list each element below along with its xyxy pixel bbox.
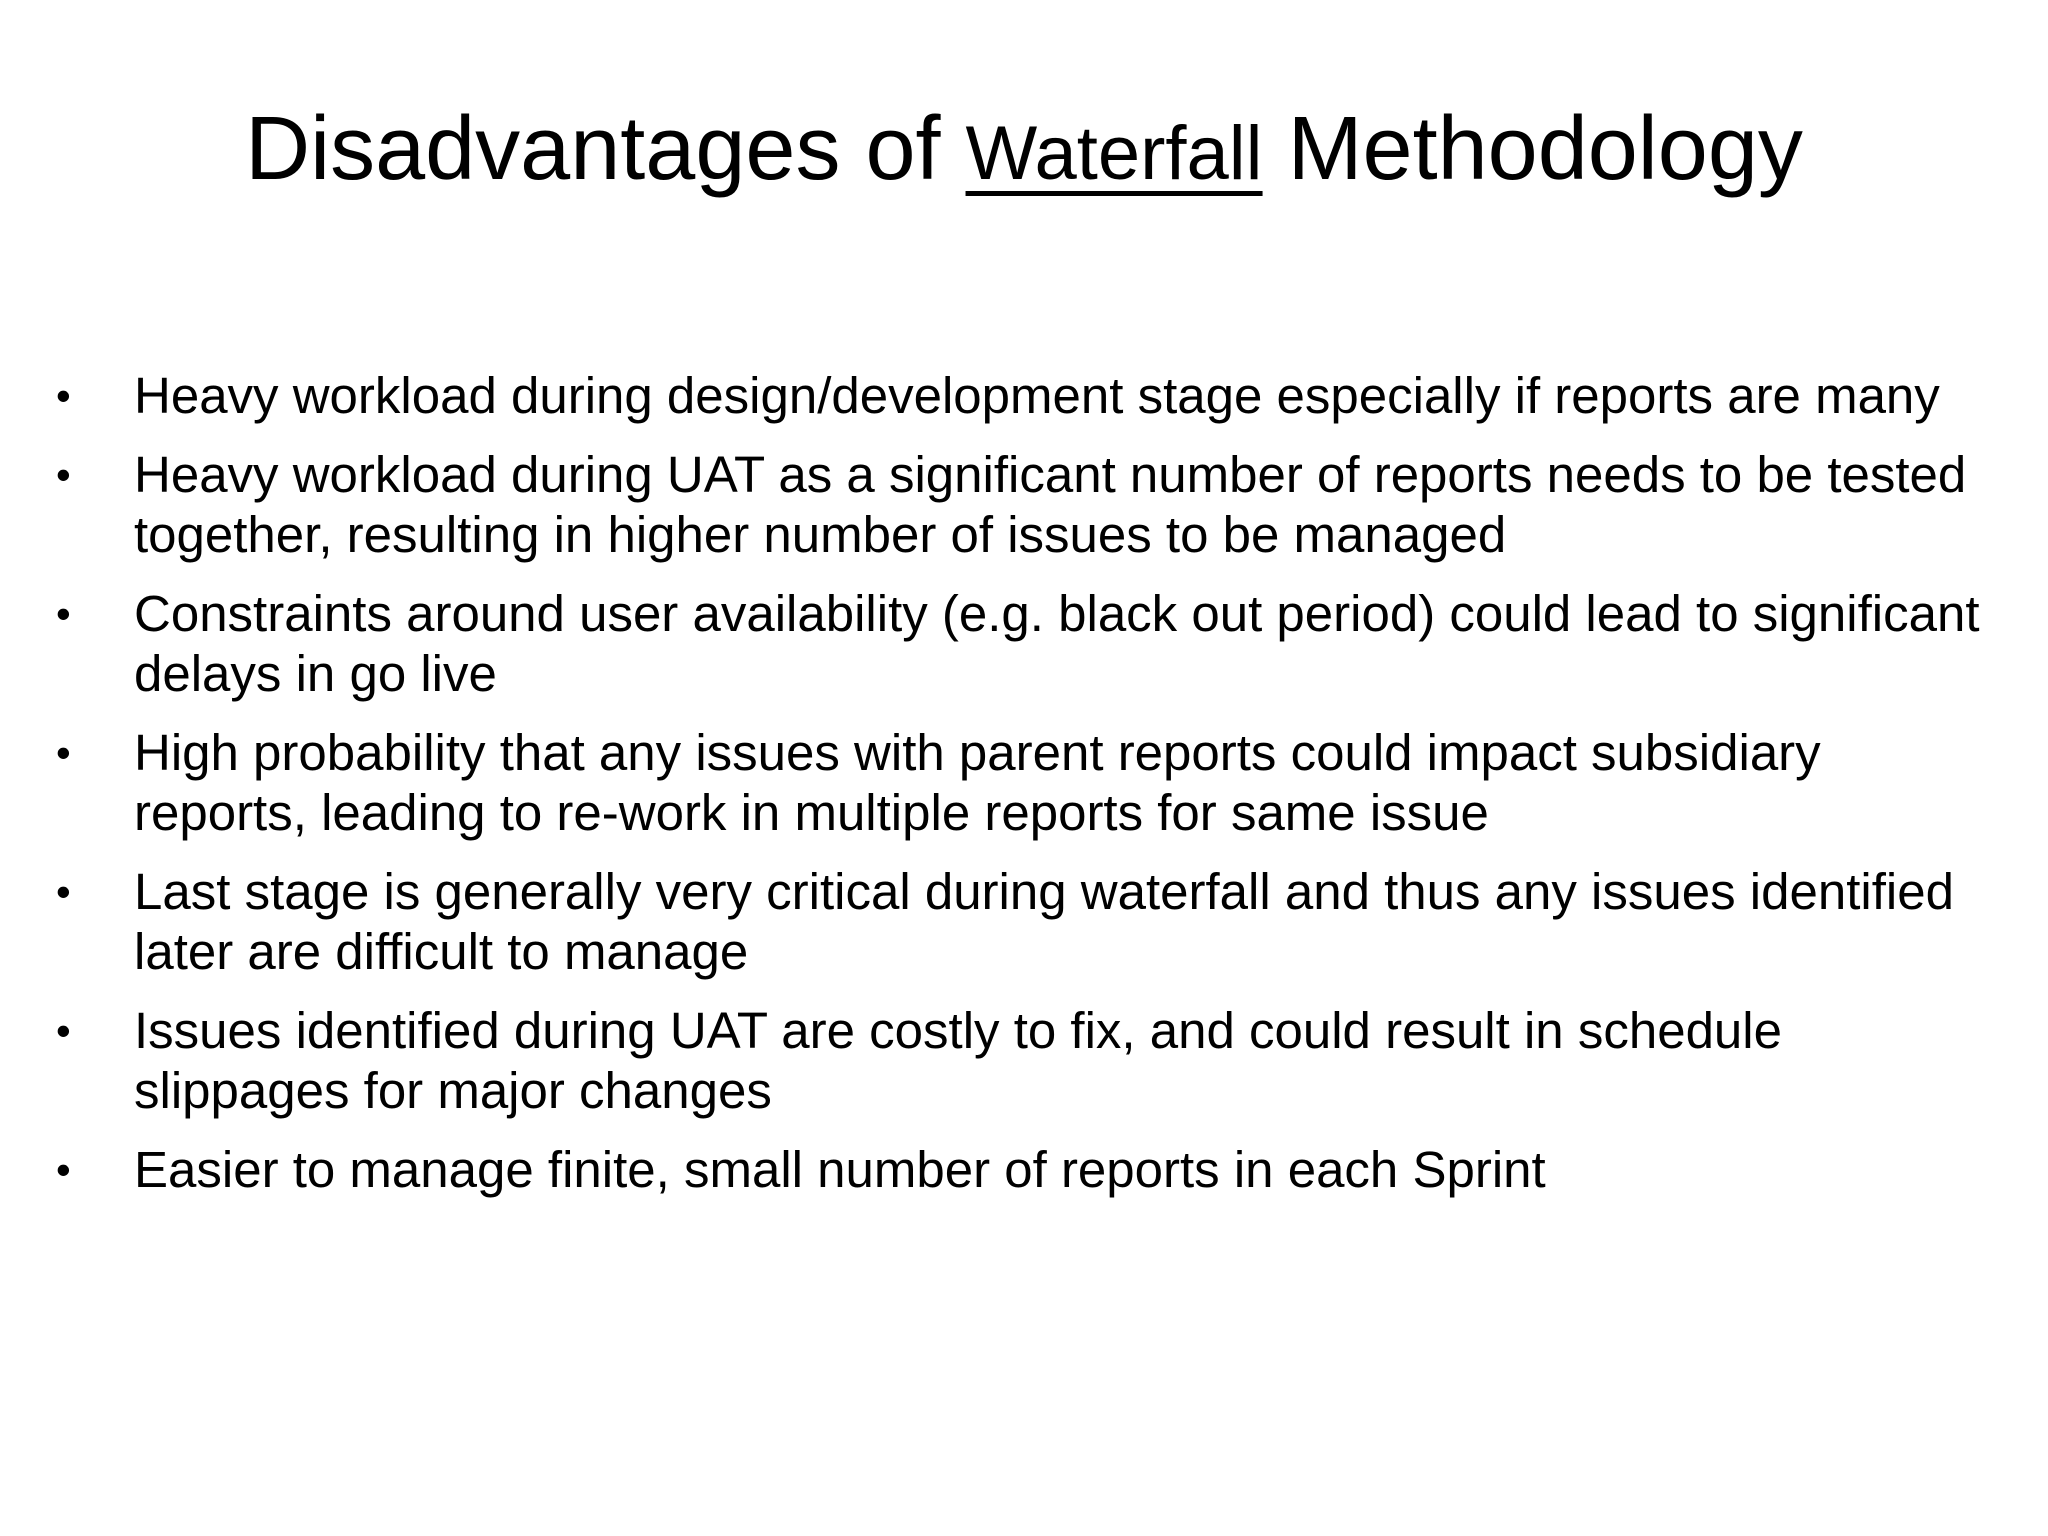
bullet-text: Last stage is generally very critical during waterfall and thus any issues identified later are difficult to manage [134,863,1954,980]
bullet-item [56,1140,2006,1200]
title-underlined-word: Waterfall [965,111,1263,196]
bullet-text: Issues identified during UAT are costly to fix, and could result in schedule slippages for major changes [134,1002,1782,1119]
bullet-list [56,366,2006,1219]
bullet-dot-icon: • [56,1007,71,1054]
bullet-dot-icon: • [56,1146,71,1193]
bullet-item [56,584,2006,704]
bullet-dot-icon: • [56,451,71,498]
bullet-dot-icon: • [56,372,71,419]
bullet-text: High probability that any issues with parent reports could impact subsidiary reports, leading to re-work in multiple reports for same issue [134,724,1821,841]
bullet-text: Constraints around user availability (e.g. black out period) could lead to significant delays in go live [134,585,1980,702]
title-suffix: Methodology [1262,99,1803,199]
title-prefix: Disadvantages of [245,99,966,199]
bullet-item [56,723,2006,843]
bullet-item [56,366,2006,426]
bullet-dot-icon: • [56,590,71,637]
bullet-item [56,862,2006,982]
bullet-item [56,1001,2006,1121]
bullet-text: Heavy workload during design/development stage especially if reports are many [134,367,1940,424]
bullet-dot-icon: • [56,729,71,776]
bullet-text: Easier to manage finite, small number of reports in each Sprint [134,1141,1546,1198]
bullet-dot-icon: • [56,868,71,915]
bullet-text: Heavy workload during UAT as a significant number of reports needs to be tested together, resulting in higher number of issues to be managed [134,446,1967,563]
bullet-item [56,445,2006,565]
slide-title [0,92,2048,211]
